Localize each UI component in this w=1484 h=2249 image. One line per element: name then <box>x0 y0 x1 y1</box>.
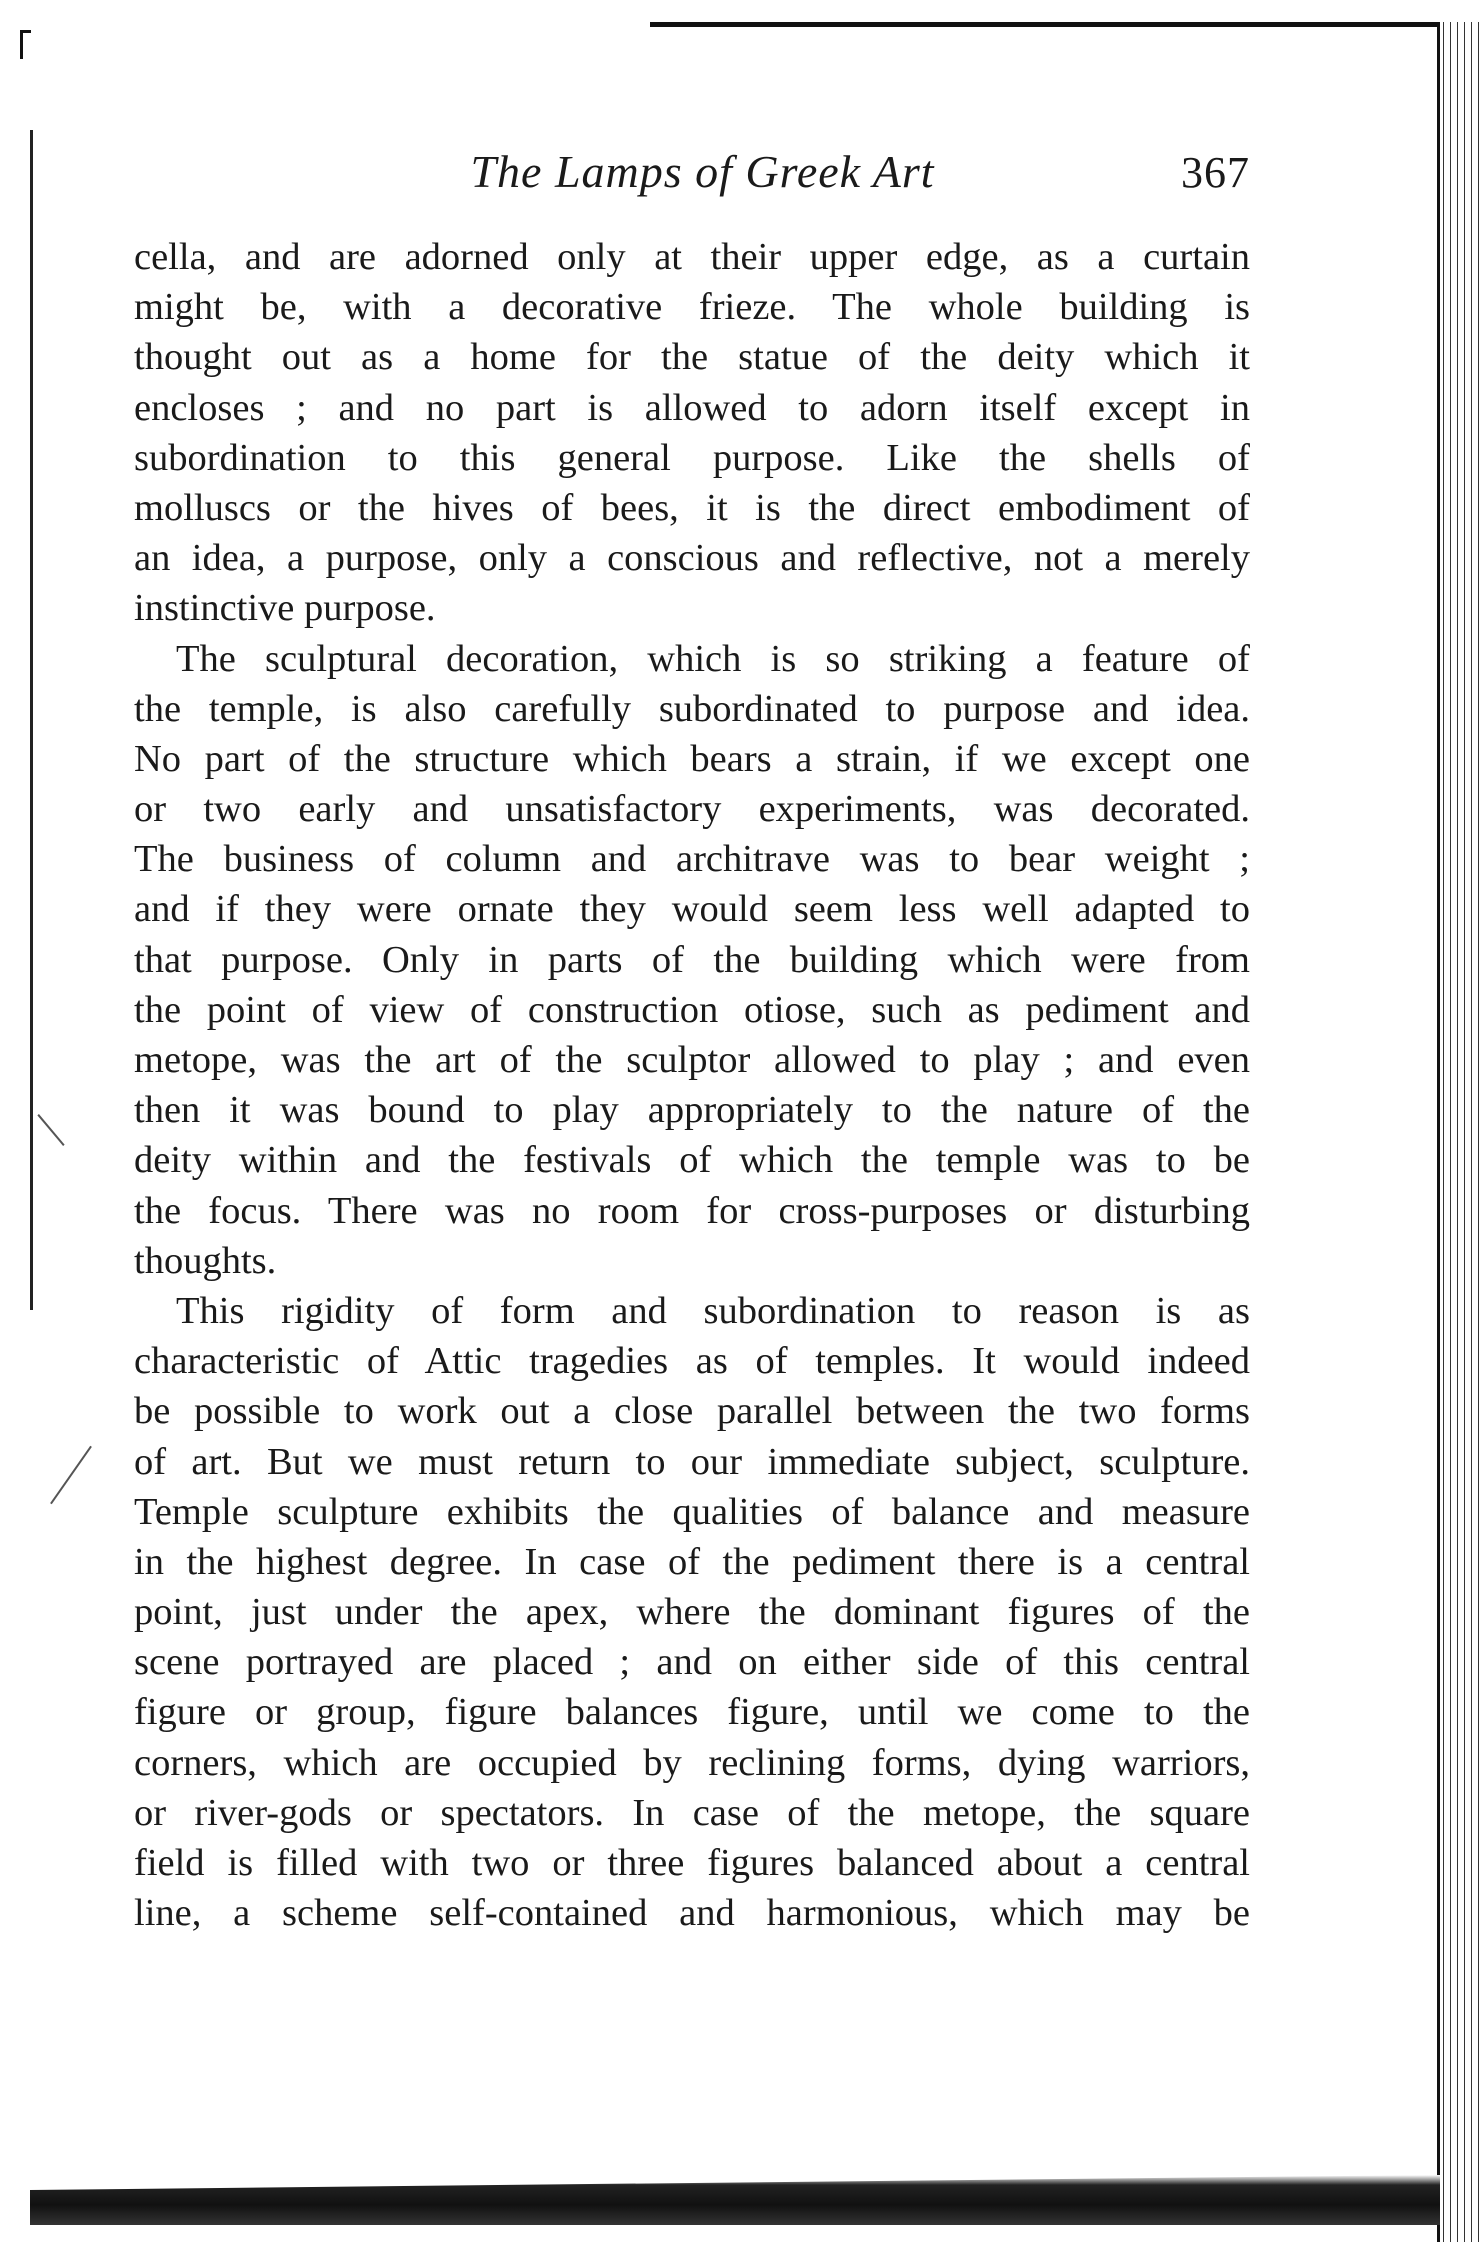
text-line: or two early and unsatisfactory experiments, was decorated. <box>134 788 1250 831</box>
text-line: the point of view of construction otiose, such as pediment and <box>134 988 1250 1031</box>
text-line: thought out as a home for the statue of the deity which it <box>134 336 1250 379</box>
text-line: deity within and the festivals of which the temple was to be <box>134 1139 1250 1182</box>
text-line: subordination to this general purpose. Like the shells of <box>134 436 1250 479</box>
scan-bottom-shadow <box>30 2175 1440 2225</box>
text-line: might be, with a decorative frieze. The whole building is <box>134 286 1250 329</box>
text-line: characteristic of Attic tragedies as of temples. It would indeed <box>134 1340 1250 1383</box>
running-head <box>135 145 1270 205</box>
scan-stray-mark <box>37 1114 64 1146</box>
paragraph <box>134 1286 1250 1938</box>
text-line: metope, was the art of the sculptor allowed to play ; and even <box>134 1039 1250 1081</box>
text-line: No part of the structure which bears a strain, if we except one <box>134 737 1250 780</box>
body-text <box>134 232 1250 1938</box>
text-line: instinctive purpose. <box>134 587 436 630</box>
scan-left-edge <box>30 130 33 1310</box>
text-line: line, a scheme self-contained and harmonious, which may be <box>134 1892 1250 1935</box>
text-line: the focus. There was no room for cross-purposes or disturbing <box>134 1189 1250 1232</box>
text-line: that purpose. Only in parts of the building which were from <box>134 938 1250 981</box>
text-line: thoughts. <box>134 1239 277 1282</box>
paragraph <box>134 634 1250 1286</box>
text-line: point, just under the apex, where the dominant figures of the <box>134 1591 1250 1634</box>
text-line: and if they were ornate they would seem less well adapted to <box>134 888 1250 931</box>
text-line: or river-gods or spectators. In case of the metope, the square <box>134 1791 1250 1834</box>
text-line: molluscs or the hives of bees, it is the direct embodiment of <box>134 486 1250 529</box>
text-line: of art. But we must return to our immediate subject, sculpture. <box>134 1440 1250 1483</box>
page-number: 367 <box>1181 148 1250 197</box>
paragraph <box>134 232 1250 634</box>
scan-page-stack-edge <box>1440 22 1484 2242</box>
text-line: an idea, a purpose, only a conscious and reflective, not a merely <box>134 537 1250 580</box>
text-line: The business of column and architrave was to bear weight ; <box>134 838 1250 881</box>
text-line: corners, which are occupied by reclining forms, dying warriors, <box>134 1741 1250 1784</box>
text-line: in the highest degree. In case of the pediment there is a central <box>134 1540 1250 1583</box>
text-line: then it was bound to play appropriately to the nature of the <box>134 1089 1250 1132</box>
text-line: Temple sculpture exhibits the qualities of balance and measure <box>134 1490 1250 1533</box>
text-line: scene portrayed are placed ; and on either side of this central <box>134 1641 1250 1684</box>
scan-top-edge <box>650 22 1440 27</box>
text-line: the temple, is also carefully subordinated to purpose and idea. <box>134 687 1250 730</box>
text-line: The sculptural decoration, which is so striking a feature of <box>176 637 1250 680</box>
text-line: cella, and are adorned only at their upper edge, as a curtain <box>134 236 1250 278</box>
scan-corner-mark <box>20 30 31 59</box>
text-line: be possible to work out a close parallel between the two forms <box>134 1390 1250 1433</box>
text-line: field is filled with two or three figures balanced about a central <box>134 1842 1250 1884</box>
text-line: encloses ; and no part is allowed to adorn itself except in <box>134 386 1250 429</box>
scan-stray-mark <box>50 1446 92 1504</box>
text-line: figure or group, figure balances figure, until we come to the <box>134 1691 1250 1734</box>
text-line: This rigidity of form and subordination to reason is as <box>176 1289 1250 1332</box>
running-head-title: The Lamps of Greek Art <box>470 146 935 197</box>
